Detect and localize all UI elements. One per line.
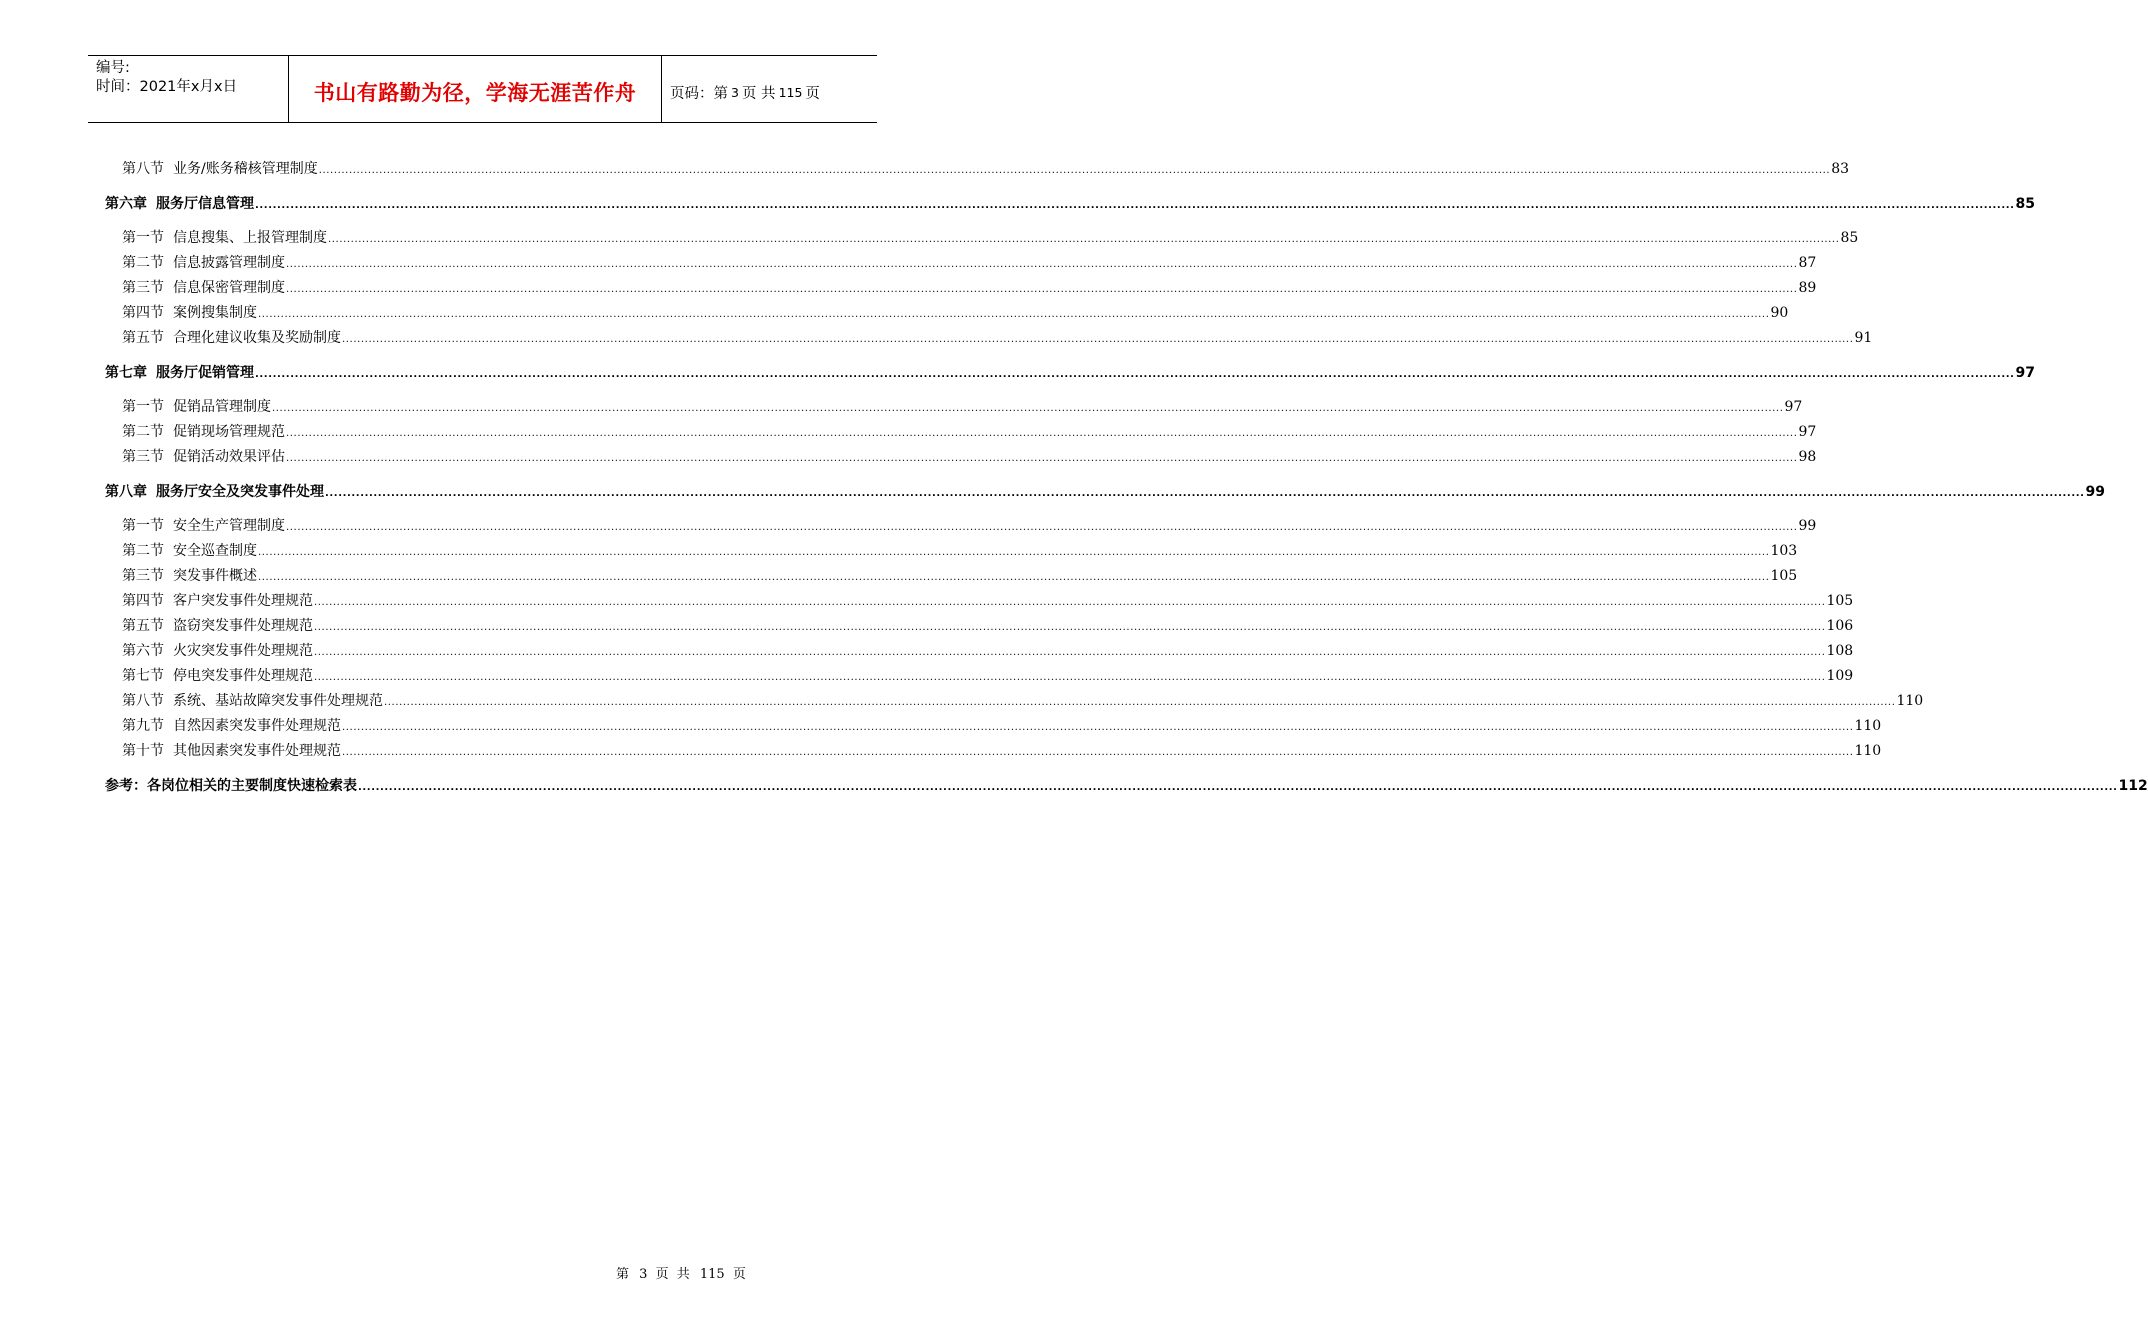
toc-page-number: 106 [1826,618,1854,634]
header-motto-cell [288,56,662,122]
toc-entry-number: 第八节 [122,161,164,177]
toc-entry-number: 第五节 [122,330,164,346]
toc-entry-text: 停电突发事件处理规范 [173,668,313,684]
toc-dot-leader: ................................................................................................................................................................................................................................................................................................................................................................................................................ [255,369,2015,380]
toc-dot-leader: ................................................................................................................................................................................................................................................................................................................................................................................................................ [314,672,1826,683]
toc-entry-title [122,515,285,537]
toc-entry-text: 促销品管理制度 [173,399,271,415]
toc-dot-leader: ................................................................................................................................................................................................................................................................................................................................................................................................................ [286,259,1798,270]
toc-page-number: 89 [1798,280,1817,296]
toc-page-number: 110 [1896,693,1924,709]
footer-suffix: 页 [732,1267,748,1282]
header-motto: 书山有路勤为径，学海无涯苦作舟 [313,81,637,105]
toc-page-number: 110 [1854,718,1882,734]
toc-dot-leader: ................................................................................................................................................................................................................................................................................................................................................................................................................ [318,165,1831,176]
toc-dot-leader: ................................................................................................................................................................................................................................................................................................................................................................................................................ [384,697,1896,708]
toc-entry-text: 盗窃突发事件处理规范 [173,618,313,634]
page-suffix: 页 [805,85,820,102]
toc-entry-title [122,565,257,587]
toc-entry-title [105,193,254,215]
page-footer [616,1263,748,1282]
toc-entry-text: 火灾突发事件处理规范 [173,643,313,659]
toc-section-row[interactable] [105,396,1803,421]
toc-section-row[interactable] [105,615,1854,640]
toc-entry-title [105,362,254,384]
toc-entry-text: 信息披露管理制度 [173,255,285,271]
toc-page-number: 105 [1770,568,1798,584]
footer-total: 115 [699,1267,725,1282]
toc-dot-leader: ................................................................................................................................................................................................................................................................................................................................................................................................................ [258,547,1770,558]
toc-section-row[interactable] [105,690,1924,715]
toc-chapter-row[interactable] [105,362,2036,387]
toc-entry-title [122,615,313,637]
toc-section-row[interactable] [105,252,1817,277]
toc-dot-leader: ................................................................................................................................................................................................................................................................................................................................................................................................................ [255,200,2015,211]
toc-entry-number: 第六章 [105,196,147,212]
toc-dot-leader: ................................................................................................................................................................................................................................................................................................................................................................................................................ [314,622,1826,633]
toc-chapter-row[interactable] [105,193,2036,218]
toc-entry-number: 第一节 [122,230,164,246]
toc-entry-text: 安全生产管理制度 [173,518,285,534]
toc-dot-leader: ................................................................................................................................................................................................................................................................................................................................................................................................................ [286,428,1798,439]
toc-section-row[interactable] [105,302,1789,327]
toc-section-row[interactable] [105,590,1854,615]
toc-dot-leader: ................................................................................................................................................................................................................................................................................................................................................................................................................ [325,488,2085,499]
toc-page-number: 109 [1826,668,1854,684]
toc-dot-leader: ................................................................................................................................................................................................................................................................................................................................................................................................................ [286,284,1798,295]
toc-entry-number: 第一节 [122,399,164,415]
toc-page-number: 112 [2118,778,2148,794]
toc-section-row[interactable] [105,277,1817,302]
toc-entry-text: 信息保密管理制度 [173,280,285,296]
toc-section-row[interactable] [105,665,1854,690]
toc-entry-number: 第八节 [122,693,164,709]
toc-entry-title [122,740,341,762]
toc-page-number: 110 [1854,743,1882,759]
toc-dot-leader: ................................................................................................................................................................................................................................................................................................................................................................................................................ [314,597,1826,608]
toc-entry-title [122,327,341,349]
toc-section-row[interactable] [105,740,1882,765]
toc-entry-title [122,640,313,662]
toc-dot-leader: ................................................................................................................................................................................................................................................................................................................................................................................................................ [314,647,1826,658]
toc-page-number: 98 [1798,449,1817,465]
toc-entry-number: 第七章 [105,365,147,381]
toc-dot-leader: ................................................................................................................................................................................................................................................................................................................................................................................................................ [358,782,2118,793]
toc-entry-title [122,302,257,324]
toc-entry-title [122,540,257,562]
toc-entry-title [122,421,285,443]
toc-entry-text: 突发事件概述 [173,568,257,584]
toc-entry-number: 第四节 [122,305,164,321]
code-label: 编号: [96,60,130,76]
toc-entry-number: 第二节 [122,543,164,559]
toc-page-number: 85 [1840,230,1859,246]
toc-entry-number: 第三节 [122,568,164,584]
toc-entry-title [122,277,285,299]
page-total: 115 [778,84,803,100]
header-meta [88,56,288,122]
footer-current: 3 [639,1267,648,1282]
header-page-info [662,56,877,122]
toc-dot-leader: ................................................................................................................................................................................................................................................................................................................................................................................................................ [342,722,1854,733]
page-current: 3 [731,84,739,100]
toc-dot-leader: ................................................................................................................................................................................................................................................................................................................................................................................................................ [272,403,1784,414]
page-header [88,55,877,123]
toc-entry-text: 服务厅信息管理 [156,196,254,212]
toc-page-number: 97 [1798,424,1817,440]
toc-entry-title [122,715,341,737]
toc-entry-number: 第三节 [122,280,164,296]
toc-page-number: 87 [1798,255,1817,271]
toc-section-row[interactable] [105,227,1859,252]
toc-section-row[interactable] [105,715,1882,740]
toc-entry-number: 第五节 [122,618,164,634]
toc-page-number: 91 [1854,330,1873,346]
toc-section-row[interactable] [105,540,1798,565]
footer-mid: 页 共 [655,1267,692,1282]
toc-entry-text: 安全巡查制度 [173,543,257,559]
toc-page-number: 99 [2085,484,2106,500]
toc-entry-number: 第七节 [122,668,164,684]
toc-entry-text: 服务厅安全及突发事件处理 [156,484,324,500]
toc-entry-title [122,590,313,612]
toc-page-number: 108 [1826,643,1854,659]
toc-chapter-row[interactable] [105,481,2106,506]
toc-entry-text: 促销活动效果评估 [173,449,285,465]
time-label: 时间：2021年x月x日 [96,79,238,95]
toc-entry-title [122,446,285,468]
toc-section-row[interactable] [105,421,1817,446]
toc-section-row[interactable] [105,446,1817,471]
toc-entry-number: 第九节 [122,718,164,734]
footer-prefix: 第 [616,1267,632,1282]
toc-entry-number: 第十节 [122,743,164,759]
table-of-contents [105,158,2148,809]
toc-entry-text: 合理化建议收集及奖励制度 [173,330,341,346]
toc-entry-number: 第二节 [122,255,164,271]
toc-entry-number: 第三节 [122,449,164,465]
toc-entry-text: 参考：各岗位相关的主要制度快速检索表 [105,778,357,794]
toc-entry-title [105,481,324,503]
toc-section-row[interactable] [105,565,1798,590]
toc-entry-title [122,227,327,249]
toc-dot-leader: ................................................................................................................................................................................................................................................................................................................................................................................................................ [258,572,1770,583]
toc-section-row[interactable] [105,640,1854,665]
toc-entry-number: 第一节 [122,518,164,534]
toc-dot-leader: ................................................................................................................................................................................................................................................................................................................................................................................................................ [342,334,1854,345]
toc-entry-text: 其他因素突发事件处理规范 [173,743,341,759]
toc-entry-text: 自然因素突发事件处理规范 [173,718,341,734]
toc-entry-number: 第六节 [122,643,164,659]
toc-section-row[interactable] [105,158,1850,183]
toc-dot-leader: ................................................................................................................................................................................................................................................................................................................................................................................................................ [328,234,1840,245]
toc-page-number: 97 [2015,365,2036,381]
toc-entry-text: 促销现场管理规范 [173,424,285,440]
toc-page-number: 103 [1770,543,1798,559]
toc-page-number: 99 [1798,518,1817,534]
toc-entry-text: 系统、基站故障突发事件处理规范 [173,693,383,709]
toc-dot-leader: ................................................................................................................................................................................................................................................................................................................................................................................................................ [342,747,1854,758]
toc-entry-text: 信息搜集、上报管理制度 [173,230,327,246]
toc-page-number: 105 [1826,593,1854,609]
toc-entry-title [122,665,313,687]
toc-entry-title [105,775,357,797]
toc-section-row[interactable] [105,327,1873,352]
toc-page-number: 97 [1784,399,1803,415]
toc-entry-number: 第二节 [122,424,164,440]
toc-dot-leader: ................................................................................................................................................................................................................................................................................................................................................................................................................ [286,453,1798,464]
toc-entry-text: 客户突发事件处理规范 [173,593,313,609]
toc-entry-text: 案例搜集制度 [173,305,257,321]
toc-entry-number: 第四节 [122,593,164,609]
toc-page-number: 85 [2015,196,2036,212]
toc-entry-text: 服务厅促销管理 [156,365,254,381]
toc-chapter-row[interactable] [105,775,2148,800]
toc-page-number: 90 [1770,305,1789,321]
toc-entry-title [122,252,285,274]
toc-entry-title [122,158,318,180]
page-mid: 页 共 [741,85,776,102]
toc-entry-title [122,396,271,418]
toc-entry-title [122,690,383,712]
toc-dot-leader: ................................................................................................................................................................................................................................................................................................................................................................................................................ [286,522,1798,533]
toc-dot-leader: ................................................................................................................................................................................................................................................................................................................................................................................................................ [258,309,1770,320]
page-prefix: 页码：第 [670,85,728,102]
toc-entry-number: 第八章 [105,484,147,500]
toc-entry-text: 业务/账务稽核管理制度 [173,161,318,177]
toc-section-row[interactable] [105,515,1817,540]
toc-page-number: 83 [1831,161,1850,177]
